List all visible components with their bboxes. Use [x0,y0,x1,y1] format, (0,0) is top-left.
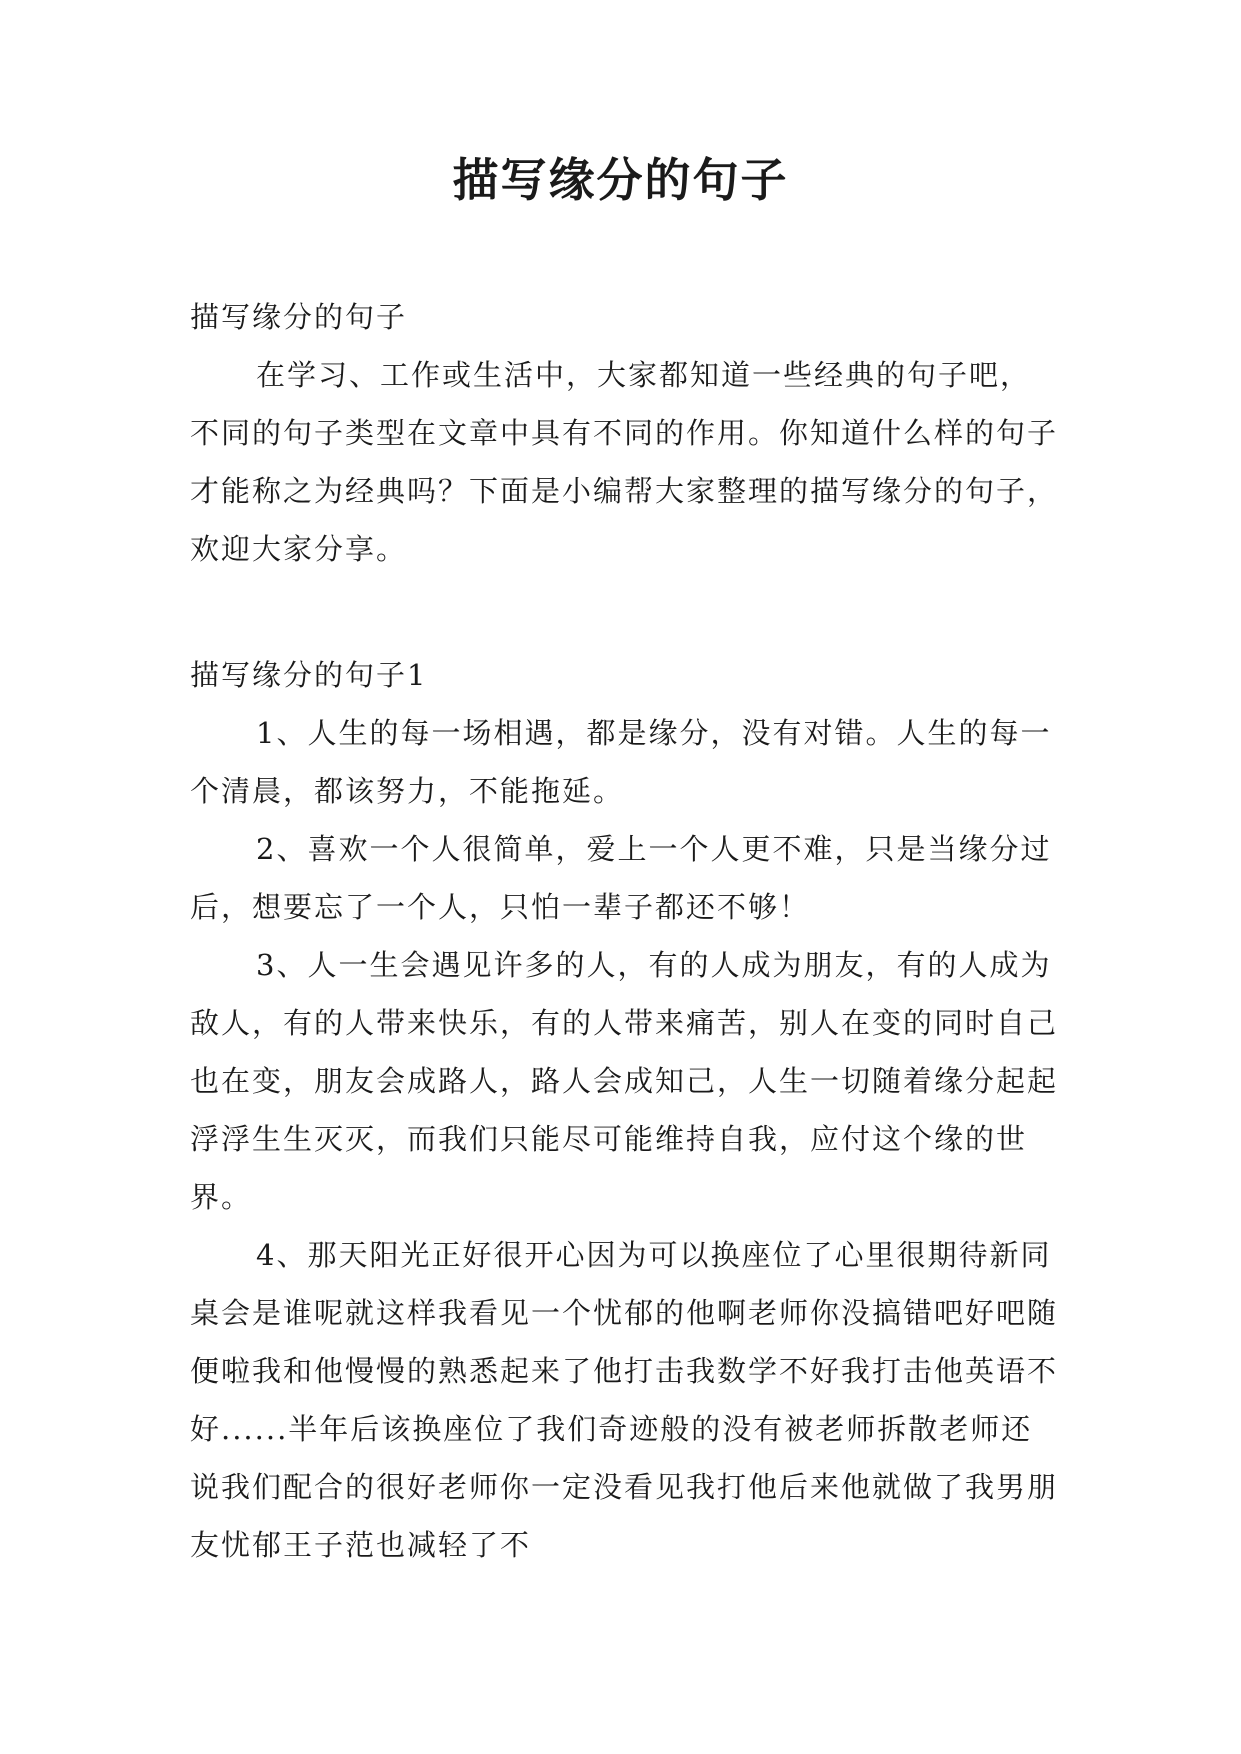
sentence-item: 1、人生的每一场相遇，都是缘分，没有对错。人生的每一个清晨，都该努力，不能拖延。 [190,716,1052,808]
sentence-item: 3、人一生会遇见许多的人，有的人成为朋友，有的人成为敌人，有的人带来快乐，有的人带来痛苦，别人在变的同时自己也在变，朋友会成路人，路人会成知己，人生一切随着缘分起起浮浮生生灭灭，而我们只能尽可能维持自我，应付这个缘的世界。 [190,948,1059,1214]
section-heading: 描写缘分的句子1 [190,658,428,692]
section-spacer [190,578,1060,646]
document-body [190,288,1060,1574]
sentence-item: 4、那天阳光正好很开心因为可以换座位了心里很期待新同桌会是谁呢就这样我看见一个忧郁的他啊老师你没搞错吧好吧随便啦我和他慢慢的熟悉起来了他打击我数学不好我打击他英语不好......半年后该换座位了我们奇迹般的没有被老师拆散老师还说我们配合的很好老师你一定没看见我打他后来他就做了我男朋友忧郁王子范也减轻了不 [190,1238,1059,1562]
intro-paragraph: 在学习、工作或生活中，大家都知道一些经典的句子吧，不同的句子类型在文章中具有不同的作用。你知道什么样的句子才能称之为经典吗？下面是小编帮大家整理的描写缘分的句子，欢迎大家分享。 [190,358,1059,566]
document-title: 描写缘分的句子 [452,153,789,207]
sentence-item: 2、喜欢一个人很简单，爱上一个人更不难，只是当缘分过后，想要忘了一个人，只怕一辈子都还不够！ [190,832,1052,924]
section-subtitle: 描写缘分的句子 [190,300,408,334]
